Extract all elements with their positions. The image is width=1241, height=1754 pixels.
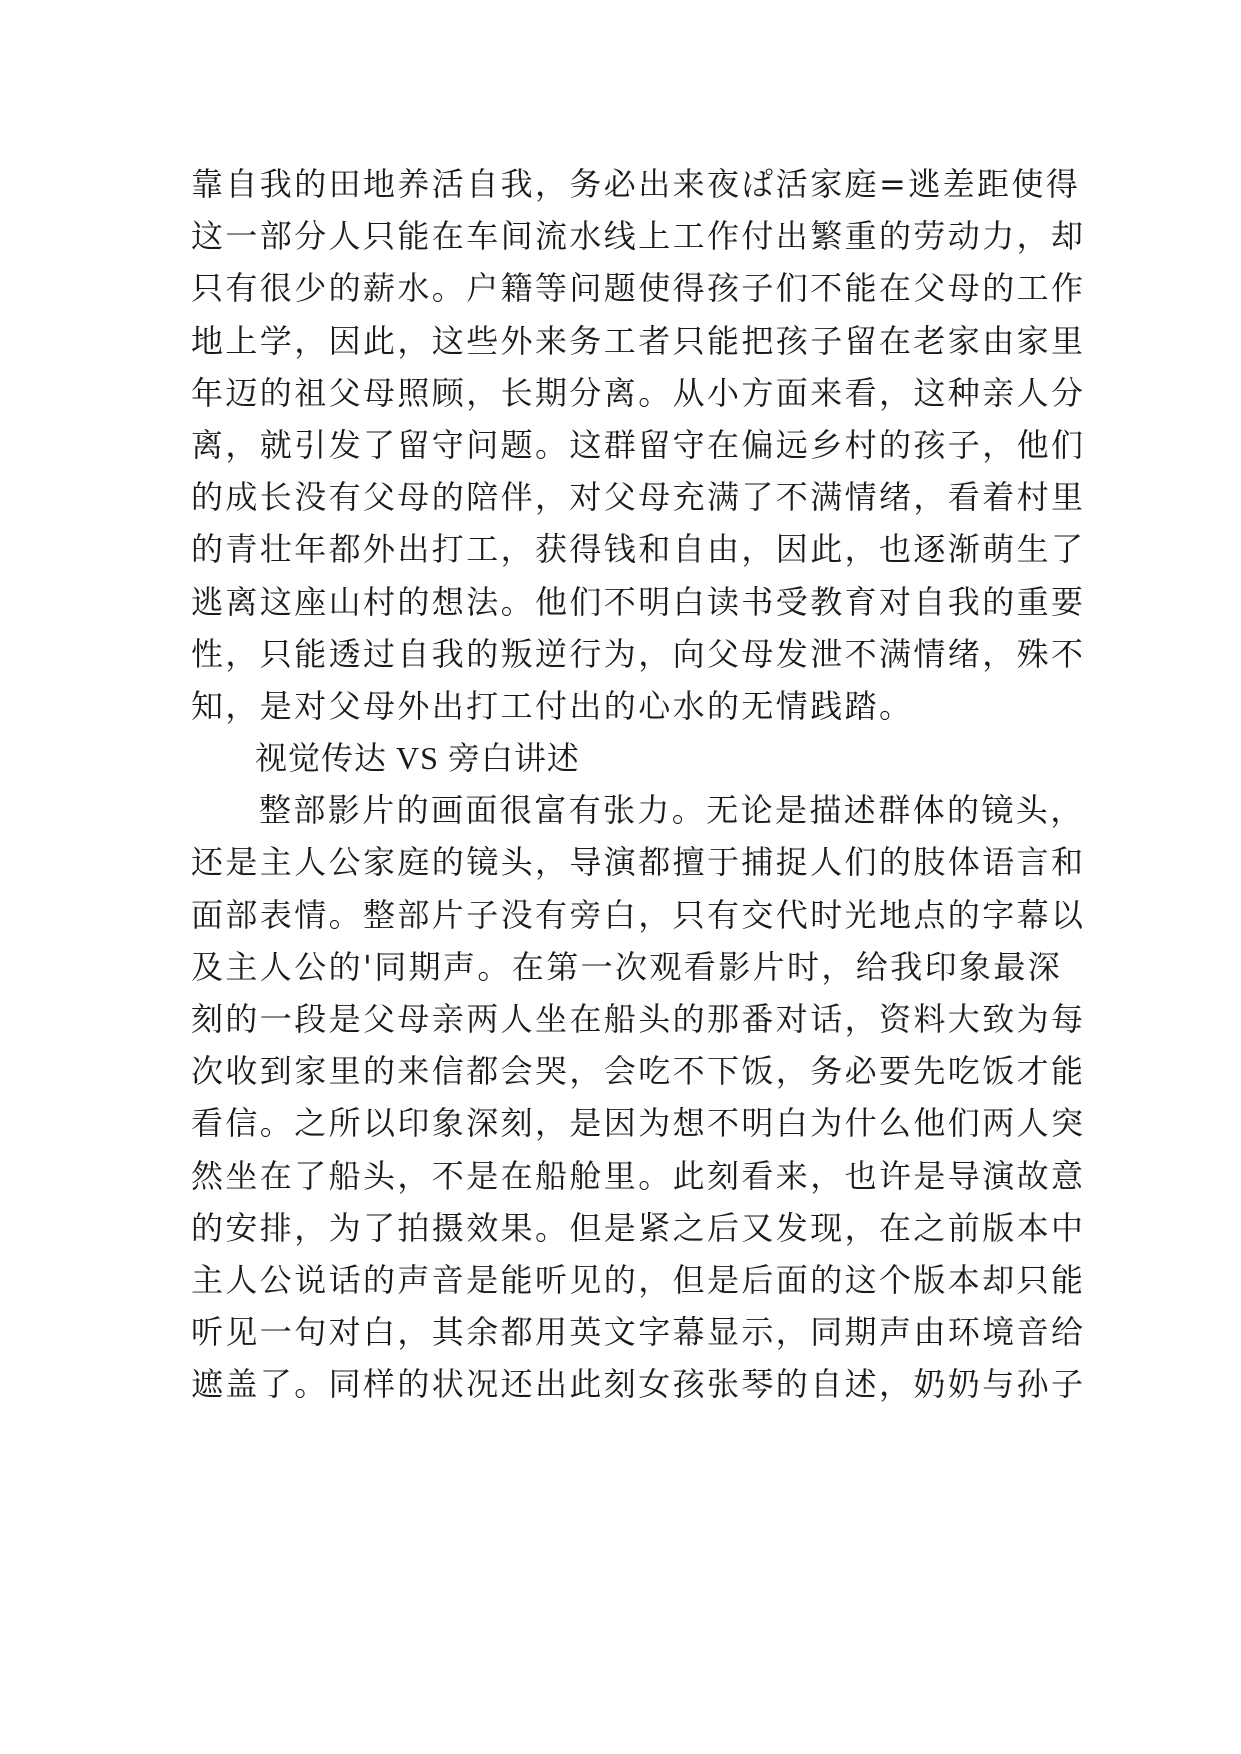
paragraph-1-line: 离，就引发了留守问题。这群留守在偏远乡村的孩子，他们 — [191, 425, 1086, 464]
paragraph-1-line: 这一部分人只能在车间流水线上工作付出繁重的劳动力，却 — [191, 217, 1086, 256]
paragraph-1-line: 知，是对父母外出打工付出的心水的无情践踏。 — [191, 686, 914, 725]
paragraph-1-line: 逃离这座山村的想法。他们不明白读书受教育对自我的重要 — [191, 582, 1086, 621]
paragraph-2-line: 听见一句对白，其余都用英文字幕显示，同期声由环境音给 — [191, 1313, 1086, 1352]
paragraph-2-line: 看信。之所以印象深刻，是因为想不明白为什么他们两人突 — [191, 1104, 1086, 1143]
paragraph-2-line: 面部表情。整部片子没有旁白，只有交代时光地点的字幕以 — [191, 895, 1086, 934]
paragraph-1-line: 的青壮年都外出打工，获得钱和自由，因此，也逐渐萌生了 — [191, 530, 1086, 569]
section-subheading: 视觉传达 VS 旁白讲述 — [255, 740, 580, 777]
paragraph-2-line: 然坐在了船头，不是在船舱里。此刻看来，也许是导演故意 — [191, 1156, 1086, 1195]
paragraph-1-line: 性，只能透过自我的叛逆行为，向父母发泄不满情绪，殊不 — [191, 634, 1086, 673]
paragraph-1-line: 年迈的祖父母照顾，长期分离。从小方面来看，这种亲人分 — [191, 373, 1086, 412]
paragraph-2-line: 整部影片的画面很富有张力。无论是描述群体的镜头， — [259, 791, 1085, 830]
paragraph-2-line: 刻的一段是父母亲两人坐在船头的那番对话，资料大致为每 — [191, 1000, 1086, 1038]
paragraph-2-line: 次收到家里的来信都会哭，会吃不下饭，务必要先吃饭才能 — [191, 1052, 1086, 1091]
paragraph-2-line: 的安排，为了拍摄效果。但是紧之后又发现，在之前版本中 — [191, 1208, 1086, 1247]
paragraph-2-line: 还是主人公家庭的镜头，导演都擅于捕捉人们的肢体语言和 — [191, 843, 1086, 882]
paragraph-1-line: 的成长没有父母的陪伴，对父母充满了不满情绪，看着村里 — [191, 478, 1086, 517]
paragraph-1-line: 靠自我的田地养活自我，务必出来夜ぱ活家庭=逃差距使得 — [191, 165, 1081, 203]
paragraph-2-line: 主人公说话的声音是能听见的，但是后面的这个版本却只能 — [191, 1260, 1086, 1299]
paragraph-1-line: 地上学，因此，这些外来务工者只能把孩子留在老家由家里 — [191, 321, 1086, 360]
paragraph-2-line: 遮盖了。同样的状况还出此刻女孩张琴的自述，奶奶与孙子 — [191, 1365, 1086, 1404]
document-body — [191, 158, 1086, 1411]
paragraph-2-line: 及主人公的'同期声。在第一次观看影片时，给我印象最深 — [191, 947, 1063, 986]
paragraph-1-line: 只有很少的薪水。户籍等问题使得孩子们不能在父母的工作 — [191, 269, 1086, 308]
